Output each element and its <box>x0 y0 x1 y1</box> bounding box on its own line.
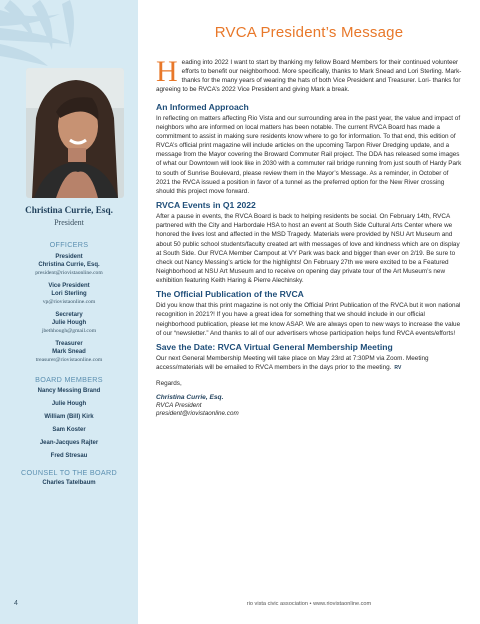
sidebar <box>0 0 138 624</box>
officer-role: Vice President <box>48 283 90 289</box>
officer-role: President <box>55 254 83 260</box>
officer-role: Treasurer <box>55 341 83 347</box>
section-heading: The Official Publication of the RVCA <box>156 289 304 300</box>
officer-email: treasurer@riovistaonline.com <box>35 357 103 363</box>
board-member: Julie Hough <box>51 401 87 407</box>
signature-email: president@riovistaonline.com <box>156 410 239 418</box>
page-title: RVCA President’s Message <box>214 24 404 41</box>
section-body-text: Our next General Membership Meeting will take place on May 23rd at 7:30PM via Zoom. Meeting access/materials will be emailed to RVCA members in the days prior to the meeting. <box>156 354 429 372</box>
intro-text: eading into 2022 I want to start by thanking my fellow Board Members for their continued volunteer efforts to benefit our neighborhood. More specifically, thanks to Mark Snead and Lori Sterling. Mark- thanks for the many years of wearing the hats of both Vice President and Treasurer. Lori- thanks for agreeing to be RVCA’s 2022 Vice President and giving Mark a break. <box>156 59 462 94</box>
president-title: President <box>54 218 84 227</box>
board-members-heading: BOARD MEMBERS <box>35 375 103 384</box>
officer-name: Lori Sterling <box>51 291 87 297</box>
section-body: In reflecting on matters affecting Rio Vista and our surrounding area in the past year, the value and impact of neighbors who are informed on local matters has been notable. The current RVCA Board has made a commitment to assist in making sure residents know where to go for information. To that end, this edition of RVCA’s official print magazine will include articles on the upcoming Tarpon River Dredging update, and a message from the Mayor covering the Broward Commuter Rail project. The DDA has released some images of what our Downtown will look like in 2030 with a commuter rail bridge running from just south of Hardy Park to south of Sunrise Boulevard, please review them in the Mayor’s Message. As a reminder, in October of 2021 the RVCA issued a position in favor of a tunnel as the preferred option for the New River crossing should this project move forward. <box>156 114 462 195</box>
board-member: William (Bill) Kirk <box>44 414 94 420</box>
section-body: Did you know that this print magazine is not only the Official Print Publication of the RVCA but it won national recognition in 2021?! If you have a great idea for something that we should include in our official neighborhood publication, please let me know ASAP. We are always open to new ways to increase the value of our “newsletter.” And thanks to all of our advertisers whose participation helps fund RVCA events/efforts! <box>156 302 461 337</box>
board-member: Jean-Jacques Rajter <box>39 440 99 446</box>
counsel-name: Charles Tatelbaum <box>42 480 96 486</box>
board-member: Nancy Messing Brand <box>37 388 101 394</box>
section-body <box>156 354 464 373</box>
signature-title: RVCA President <box>156 402 202 410</box>
officer-email: jbethhough@gmail.com <box>41 328 97 334</box>
officer-email: president@riovistaonline.com <box>35 270 103 276</box>
officer-name: Mark Snead <box>52 349 86 355</box>
president-photo <box>26 68 124 198</box>
end-mark: RV <box>394 365 402 372</box>
page-number: 4 <box>14 600 18 607</box>
footer-text: rio vista civic association • www.riovistaonline.com <box>246 601 372 607</box>
regards-text: Regards, <box>156 380 182 388</box>
president-name: Christina Currie, Esq. <box>25 205 113 215</box>
officers-heading: OFFICERS <box>49 240 89 249</box>
intro-paragraph <box>156 55 464 95</box>
board-member: Sam Koster <box>52 427 86 433</box>
article-body <box>156 55 464 418</box>
section-heading: An Informed Approach <box>156 101 249 112</box>
section-heading: Save the Date: RVCA Virtual General Membership Meeting <box>156 341 393 352</box>
section-heading: RVCA Events in Q1 2022 <box>156 200 256 211</box>
signature-name: Christina Currie, Esq. <box>156 394 224 402</box>
officer-role: Secretary <box>55 312 83 318</box>
drop-cap: H <box>156 55 178 88</box>
officer-email: vp@riovistaonline.com <box>42 299 96 305</box>
counsel-heading: COUNSEL TO THE BOARD <box>21 468 117 477</box>
officer-name: Christina Currie, Esq. <box>38 262 100 268</box>
board-member: Fred Stresau <box>50 453 88 459</box>
section-body: After a pause in events, the RVCA Board is back to helping residents be social. On February 14th, RVCA partnered with the City and Harbordale HSA to host an event at South Side Cultural Arts Center where we honored the lives lost and affected in the MSD Tragedy. Materials were provided by NSU Art Museum and about 50 public school students/faculty created art with messages of love and kindness which are on display at South Side. Our RVCA Member Campout at VY Park was back and bigger than ever on 2/19. Be sure to check out Nancy Messing’s article for the highlights! On February 27th we were excited to be a Featured Neighborhood at NSU Art Museum and to receive on opening day private tour of the Art Museum’s new exhibition featuring Keith Haring & Pierre Alechinsky. <box>156 213 460 285</box>
officer-name: Julie Hough <box>51 320 87 326</box>
signature-block <box>156 380 464 417</box>
